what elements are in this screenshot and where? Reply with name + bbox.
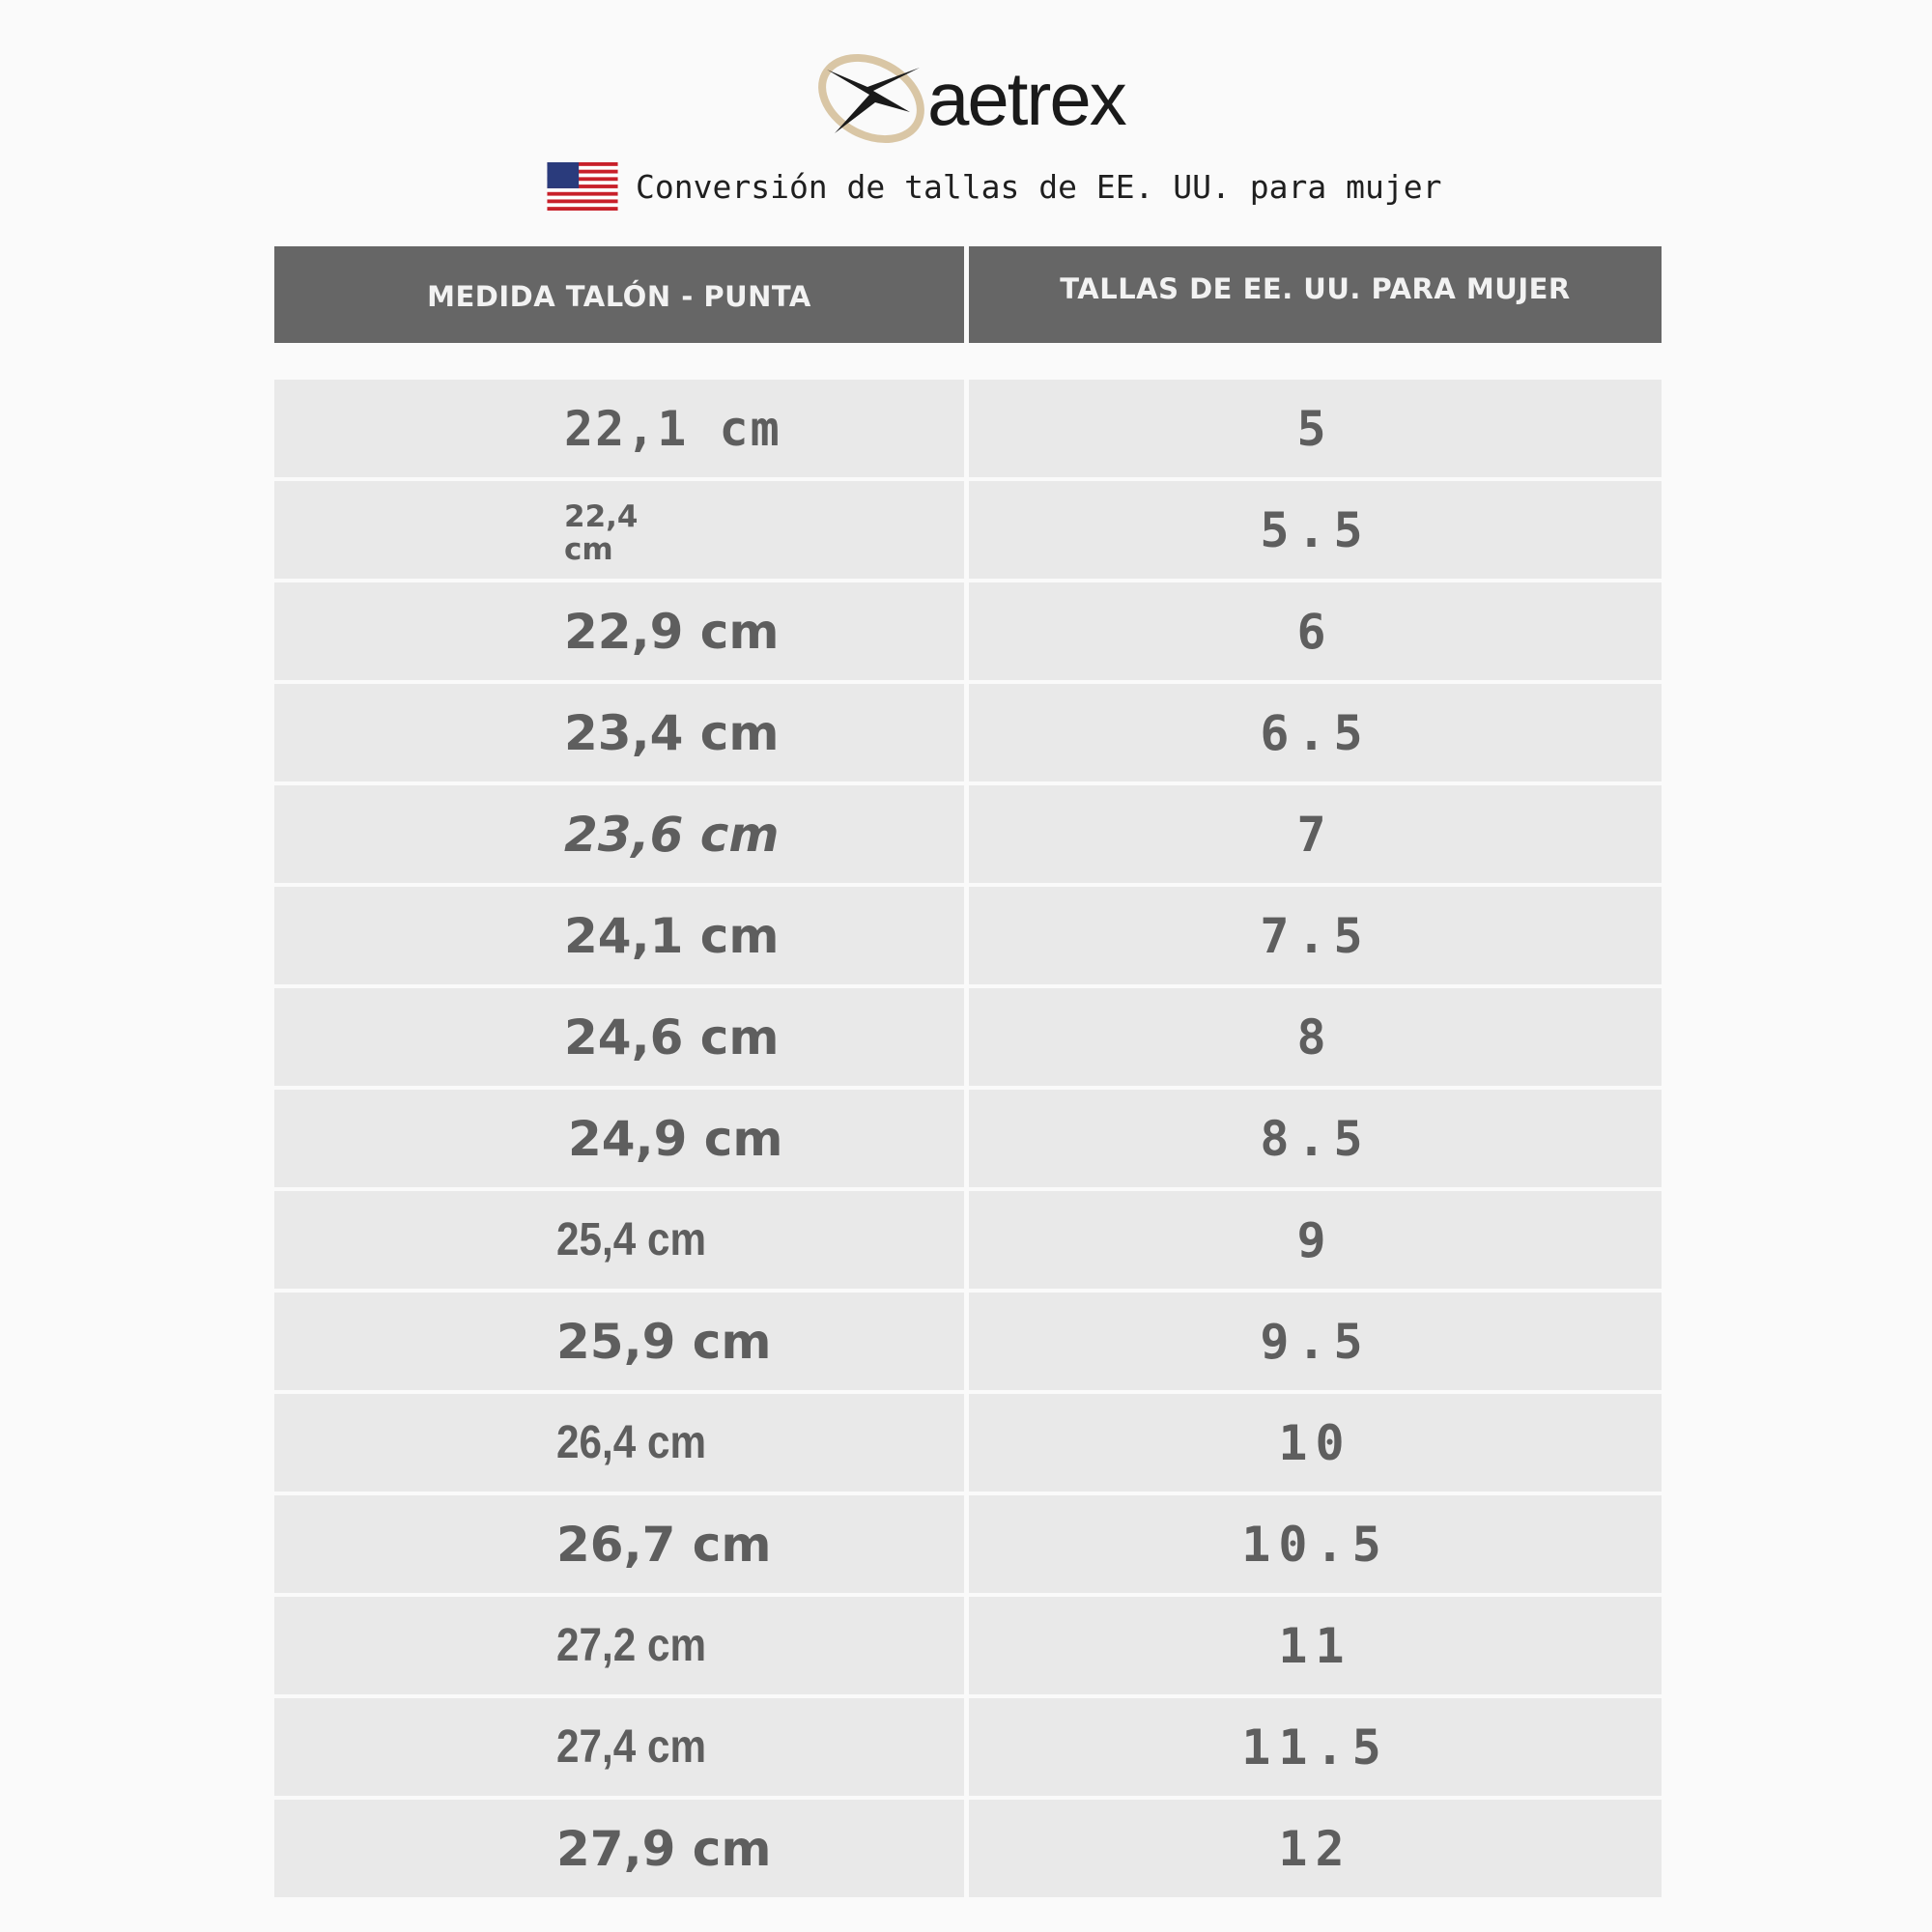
table-row [274,1090,1662,1187]
us-size: 10.5 [1241,1516,1389,1573]
table-row [274,1394,1662,1492]
heel-toe-measure: 22,4 cm [564,498,639,567]
heel-toe-measure: 26,4 cm [556,1417,707,1468]
heel-toe-measure: 25,4 cm [556,1214,707,1265]
table-row [274,887,1662,984]
table-header [274,246,1662,343]
us-size: 9 [1296,1211,1334,1268]
table-row [274,1191,1662,1289]
header-heel-toe: MEDIDA TALÓN - PUNTA [274,246,964,343]
table-row [274,684,1662,781]
table-row [274,785,1662,883]
heel-toe-measure: 24,1 cm [564,907,780,964]
heel-toe-measure: 22,1 cm [564,400,781,457]
brand-name: aetrex [927,56,1125,141]
heel-toe-measure: 25,9 cm [556,1313,772,1370]
header-us-women-sizes: TALLAS DE EE. UU. PARA MUJER [969,246,1662,343]
us-flag-icon [547,162,618,211]
heel-toe-measure: 27,4 cm [556,1721,707,1773]
us-size: 5.5 [1260,501,1371,558]
table-row [274,1293,1662,1390]
us-size: 6 [1296,603,1334,660]
heel-toe-measure: 23,4 cm [564,704,780,761]
table-row [274,1800,1662,1897]
us-size: 8 [1296,1009,1334,1065]
table-row [274,1597,1662,1694]
aetrex-logo-icon [813,48,934,145]
heel-toe-measure: 23,6 cm [564,806,780,863]
us-size: 8.5 [1260,1110,1371,1167]
table-row [274,988,1662,1086]
us-size: 11.5 [1241,1719,1389,1776]
us-size: 9.5 [1260,1313,1371,1370]
table-row [274,1495,1662,1593]
table-row [274,380,1662,477]
us-size: 12 [1278,1820,1352,1877]
heel-toe-measure: 27,9 cm [556,1820,772,1877]
us-size: 6.5 [1260,704,1371,761]
us-size: 11 [1278,1617,1352,1674]
size-conversion-table [274,246,1662,1897]
heel-toe-measure: 22,9 cm [564,603,780,660]
subtitle-row [547,160,1441,213]
us-size: 5 [1296,400,1334,457]
page-title: Conversión de tallas de EE. UU. para mujer [636,167,1442,206]
heel-toe-measure: 26,7 cm [556,1516,772,1573]
heel-toe-measure: 24,6 cm [564,1009,780,1065]
heel-toe-measure: 24,9 cm [568,1110,783,1167]
heel-toe-measure: 27,2 cm [556,1620,707,1671]
table-row [274,481,1662,579]
us-size: 7.5 [1260,907,1371,964]
us-size: 7 [1296,806,1334,863]
table-row [274,582,1662,680]
table-row [274,1698,1662,1796]
aetrex-logo [813,48,1132,145]
us-size: 10 [1278,1414,1352,1471]
